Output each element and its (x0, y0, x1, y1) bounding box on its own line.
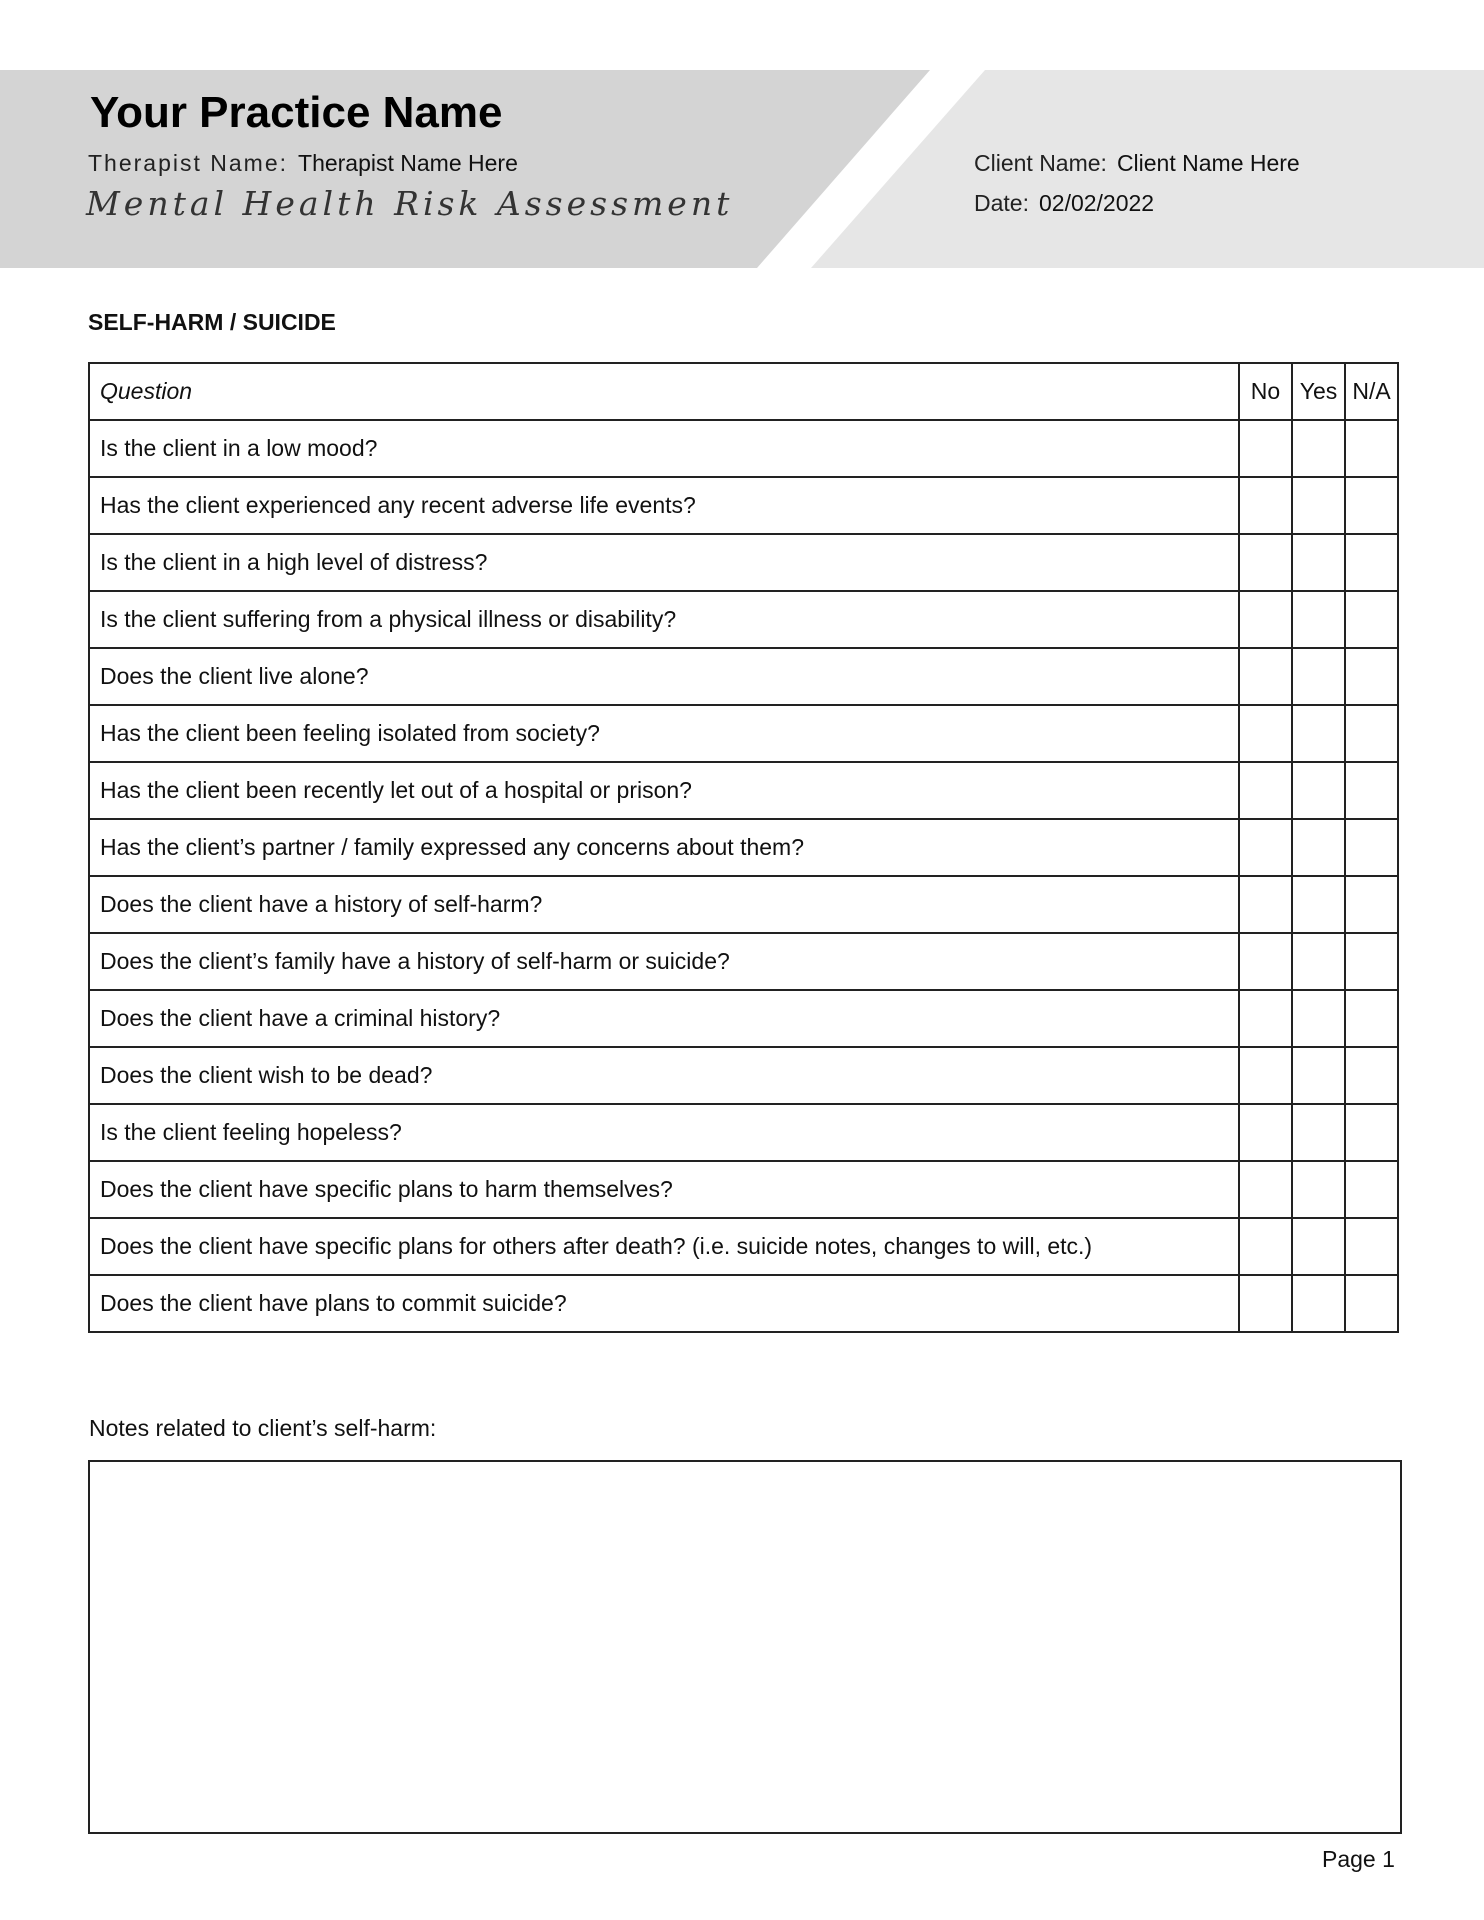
answer-cell-no[interactable] (1239, 420, 1292, 477)
answer-cell-yes[interactable] (1292, 819, 1345, 876)
table-row (89, 1161, 1398, 1218)
question-text: Does the client wish to be dead? (89, 1047, 1239, 1104)
therapist-name-field[interactable]: Therapist Name Here (298, 150, 518, 176)
answer-cell-yes[interactable] (1292, 1047, 1345, 1104)
answer-cell-na[interactable] (1345, 762, 1398, 819)
table-row (89, 819, 1398, 876)
answer-cell-na[interactable] (1345, 819, 1398, 876)
answer-cell-yes[interactable] (1292, 933, 1345, 990)
answer-cell-yes[interactable] (1292, 705, 1345, 762)
client-row (974, 150, 1300, 177)
answer-cell-na[interactable] (1345, 1047, 1398, 1104)
answer-cell-no[interactable] (1239, 876, 1292, 933)
question-text: Has the client experienced any recent adverse life events? (89, 477, 1239, 534)
table-row (89, 648, 1398, 705)
table-row (89, 1218, 1398, 1275)
table-row (89, 705, 1398, 762)
question-text: Does the client’s family have a history of self-harm or suicide? (89, 933, 1239, 990)
column-header-question: Question (89, 363, 1239, 420)
answer-cell-yes[interactable] (1292, 1275, 1345, 1332)
answer-cell-yes[interactable] (1292, 591, 1345, 648)
table-row (89, 1047, 1398, 1104)
answer-cell-no[interactable] (1239, 591, 1292, 648)
table-row (89, 477, 1398, 534)
column-header-no: No (1239, 363, 1292, 420)
date-label: Date: (974, 190, 1029, 216)
question-text: Does the client have a history of self-harm? (89, 876, 1239, 933)
table-row (89, 420, 1398, 477)
column-header-na: N/A (1345, 363, 1398, 420)
document-title: Mental Health Risk Assessment (86, 184, 734, 223)
notes-textarea[interactable] (88, 1460, 1402, 1834)
table-row (89, 876, 1398, 933)
answer-cell-na[interactable] (1345, 477, 1398, 534)
question-text: Does the client have plans to commit suicide? (89, 1275, 1239, 1332)
table-row (89, 762, 1398, 819)
client-name-field[interactable]: Client Name Here (1116, 150, 1300, 176)
answer-cell-no[interactable] (1239, 705, 1292, 762)
table-row (89, 534, 1398, 591)
question-text: Is the client feeling hopeless? (89, 1104, 1239, 1161)
answer-cell-no[interactable] (1239, 1275, 1292, 1332)
column-header-yes: Yes (1292, 363, 1345, 420)
answer-cell-yes[interactable] (1292, 876, 1345, 933)
question-text: Is the client in a low mood? (89, 420, 1239, 477)
answer-cell-na[interactable] (1345, 1104, 1398, 1161)
answer-cell-no[interactable] (1239, 534, 1292, 591)
answer-cell-na[interactable] (1345, 591, 1398, 648)
table-row (89, 1104, 1398, 1161)
question-text: Does the client have specific plans to harm themselves? (89, 1161, 1239, 1218)
table-row (89, 933, 1398, 990)
answer-cell-na[interactable] (1345, 534, 1398, 591)
answer-cell-yes[interactable] (1292, 1104, 1345, 1161)
client-label: Client Name: (974, 150, 1107, 176)
therapist-row (88, 150, 518, 177)
page-number: Page 1 (1322, 1846, 1395, 1872)
notes-label: Notes related to client’s self-harm: (89, 1415, 437, 1441)
section-title: SELF-HARM / SUICIDE (88, 309, 336, 335)
answer-cell-no[interactable] (1239, 933, 1292, 990)
answer-cell-no[interactable] (1239, 1161, 1292, 1218)
answer-cell-na[interactable] (1345, 990, 1398, 1047)
table-row (89, 591, 1398, 648)
answer-cell-yes[interactable] (1292, 477, 1345, 534)
answer-cell-no[interactable] (1239, 648, 1292, 705)
answer-cell-no[interactable] (1239, 1047, 1292, 1104)
assessment-table (88, 362, 1399, 1333)
question-text: Has the client been recently let out of a hospital or prison? (89, 762, 1239, 819)
answer-cell-no[interactable] (1239, 990, 1292, 1047)
answer-cell-no[interactable] (1239, 1218, 1292, 1275)
therapist-label: Therapist Name: (88, 150, 289, 176)
answer-cell-na[interactable] (1345, 1161, 1398, 1218)
answer-cell-no[interactable] (1239, 819, 1292, 876)
answer-cell-yes[interactable] (1292, 762, 1345, 819)
answer-cell-yes[interactable] (1292, 648, 1345, 705)
question-text: Is the client suffering from a physical illness or disability? (89, 591, 1239, 648)
answer-cell-yes[interactable] (1292, 1161, 1345, 1218)
answer-cell-na[interactable] (1345, 876, 1398, 933)
table-row (89, 1275, 1398, 1332)
question-text: Has the client’s partner / family expressed any concerns about them? (89, 819, 1239, 876)
question-text: Does the client have specific plans for others after death? (i.e. suicide notes, changes to will, etc.) (89, 1218, 1239, 1275)
date-field[interactable]: 02/02/2022 (1038, 190, 1155, 216)
date-row (974, 190, 1154, 217)
answer-cell-na[interactable] (1345, 1275, 1398, 1332)
answer-cell-yes[interactable] (1292, 420, 1345, 477)
answer-cell-yes[interactable] (1292, 534, 1345, 591)
answer-cell-na[interactable] (1345, 933, 1398, 990)
question-text: Has the client been feeling isolated from society? (89, 705, 1239, 762)
question-text: Does the client live alone? (89, 648, 1239, 705)
answer-cell-na[interactable] (1345, 1218, 1398, 1275)
answer-cell-na[interactable] (1345, 420, 1398, 477)
answer-cell-yes[interactable] (1292, 1218, 1345, 1275)
answer-cell-no[interactable] (1239, 762, 1292, 819)
answer-cell-na[interactable] (1345, 648, 1398, 705)
table-row (89, 990, 1398, 1047)
question-text: Is the client in a high level of distress? (89, 534, 1239, 591)
answer-cell-no[interactable] (1239, 1104, 1292, 1161)
answer-cell-na[interactable] (1345, 705, 1398, 762)
answer-cell-no[interactable] (1239, 477, 1292, 534)
table-header-row (89, 363, 1398, 420)
question-text: Does the client have a criminal history? (89, 990, 1239, 1047)
answer-cell-yes[interactable] (1292, 990, 1345, 1047)
practice-name: Your Practice Name (90, 88, 503, 137)
